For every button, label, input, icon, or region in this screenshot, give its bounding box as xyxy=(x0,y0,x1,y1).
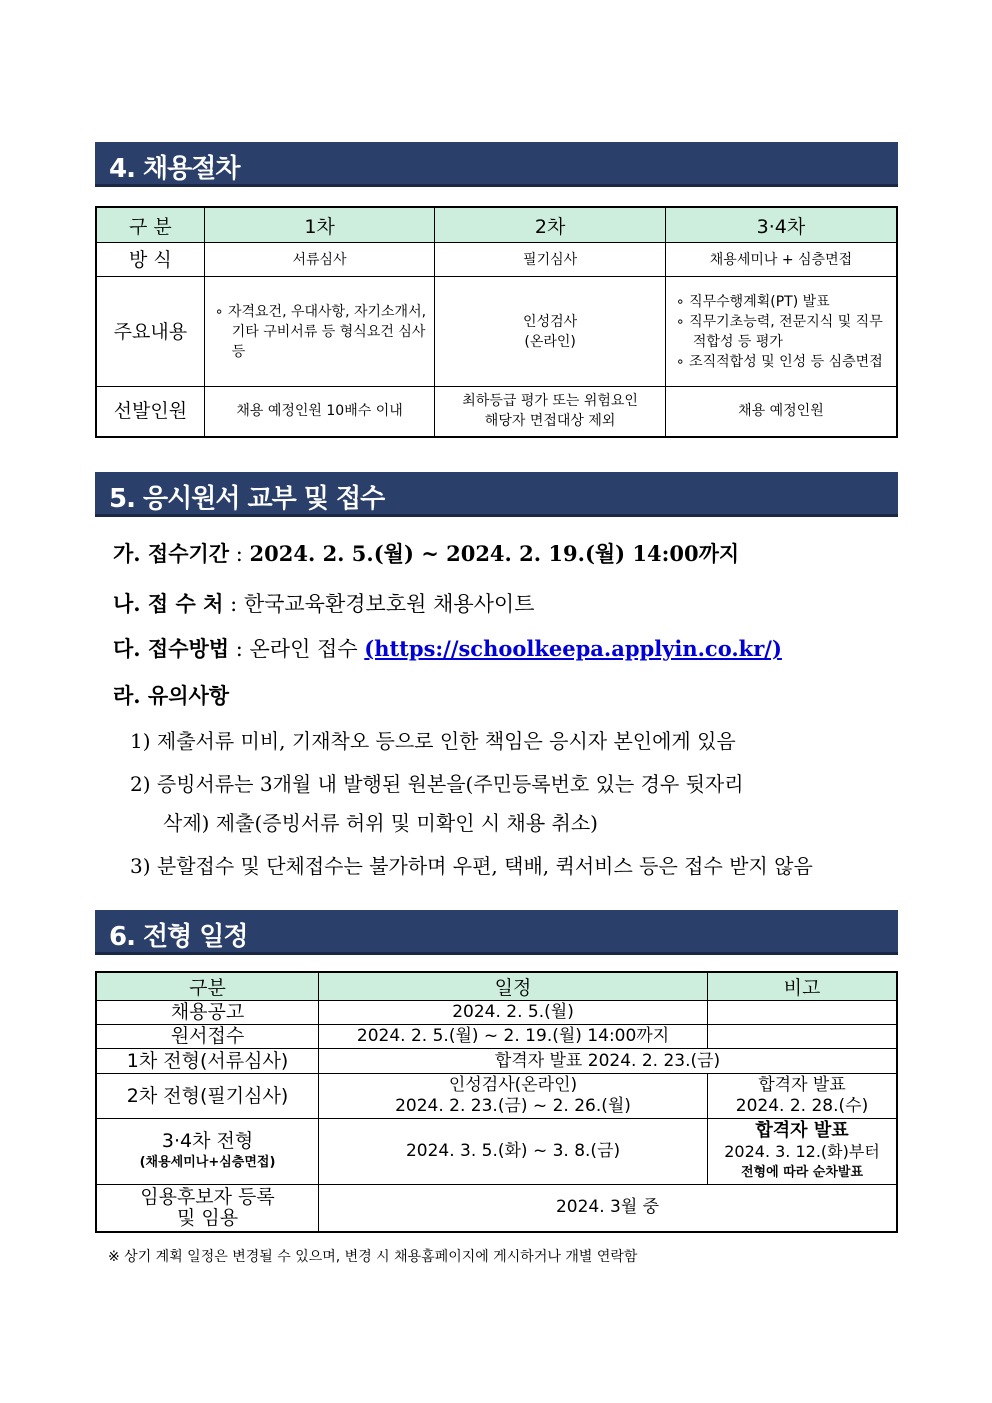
content-stage-3-4 xyxy=(665,277,897,387)
section-5-header xyxy=(95,472,898,517)
header-category: 구분 xyxy=(96,972,319,1001)
schedule-table xyxy=(95,971,898,1233)
table-row: 2차 전형(필기심사) 인성검사(온라인) 2024. 2. 23.(금) ~ 2. 26.(월) 합격자 발표 2024. 2. 28.(수) xyxy=(96,1074,897,1119)
header-stage-3-4: 3·4차 xyxy=(665,207,897,243)
note-2: 2) 증빙서류는 3개월 내 발행된 원본을(주민등록번호 있는 경우 뒷자리 xyxy=(130,772,744,796)
selection-stage-2: 최하등급 평가 또는 위험요인 해당자 면접대상 제외 xyxy=(435,387,666,437)
section-4-title: 4. 채용절차 xyxy=(109,154,240,184)
header-schedule: 일정 xyxy=(319,972,708,1001)
header-stage-1: 1차 xyxy=(204,207,435,243)
application-period: 가. 접수기간 : 2024. 2. 5.(월) ~ 2024. 2. 19.(월) 14:00까지 xyxy=(113,541,740,566)
selection-stage-1: 채용 예정인원 10배수 이내 xyxy=(204,387,435,437)
table-row: 채용공고 2024. 2. 5.(월) xyxy=(96,1001,897,1025)
notes-label: 라. 유의사항 xyxy=(113,683,230,708)
list-item: ∘ 자격요건, 우대사항, 자기소개서, 기타 구비서류 등 형식요건 심사 등 xyxy=(214,303,427,360)
section-6-title: 6. 전형 일정 xyxy=(109,922,248,952)
table-header-row xyxy=(96,207,897,243)
schedule-footnote: ※ 상기 계획 일정은 변경될 수 있으며, 변경 시 채용홈페이지에 게시하거나 개별 연락함 xyxy=(108,1249,638,1265)
list-item: ∘ 직무수행계획(PT) 발표 xyxy=(675,293,830,310)
header-category: 구 분 xyxy=(96,207,204,243)
row-label-selection: 선발인원 xyxy=(96,387,204,437)
table-row-method xyxy=(96,243,897,277)
method-stage-3-4: 채용세미나 + 심층면접 xyxy=(665,243,897,277)
recruitment-procedure-table xyxy=(95,206,898,438)
note-1: 1) 제출서류 미비, 기재착오 등으로 인한 책임은 응시자 본인에게 있음 xyxy=(130,729,736,753)
section-6-header xyxy=(95,910,898,955)
section-4-header xyxy=(95,142,898,187)
application-method: 다. 접수방법 : 온라인 접수 (https://schoolkeepa.applyin.co.kr/) xyxy=(113,636,782,661)
row-label-method: 방 식 xyxy=(96,243,204,277)
table-row: 원서접수 2024. 2. 5.(월) ~ 2. 19.(월) 14:00까지 xyxy=(96,1025,897,1049)
content-stage-1 xyxy=(204,277,435,387)
list-item: ∘ 조직적합성 및 인성 등 심층면접 xyxy=(675,353,883,370)
header-note: 비고 xyxy=(708,972,897,1001)
table-row-content xyxy=(96,277,897,387)
list-item: ∘ 직무기초능력, 전문지식 및 직무 적합성 등 평가 xyxy=(675,313,883,350)
section-5-title: 5. 응시원서 교부 및 접수 xyxy=(109,484,385,514)
content-stage-2: 인성검사 (온라인) xyxy=(435,277,666,387)
row-label-content: 주요내용 xyxy=(96,277,204,387)
note-2-cont: 삭제) 제출(증빙서류 허위 및 미확인 시 채용 취소) xyxy=(163,811,598,835)
table-row: 3·4차 전형 (채용세미나+심층면접) 2024. 3. 5.(화) ~ 3. 8.(금) 합격자 발표 2024. 3. 12.(화)부터 전형에 따라 순차발표 xyxy=(96,1119,897,1185)
table-row: 1차 전형(서류심사) 합격자 발표 2024. 2. 23.(금) xyxy=(96,1049,897,1074)
header-stage-2: 2차 xyxy=(435,207,666,243)
method-stage-1: 서류심사 xyxy=(204,243,435,277)
application-site-link[interactable]: (https://schoolkeepa.applyin.co.kr/) xyxy=(364,636,782,661)
method-stage-2: 필기심사 xyxy=(435,243,666,277)
table-row: 임용후보자 등록 및 임용 2024. 3월 중 xyxy=(96,1185,897,1232)
selection-stage-3-4: 채용 예정인원 xyxy=(665,387,897,437)
table-header-row xyxy=(96,972,897,1001)
table-row-selection xyxy=(96,387,897,437)
application-place: 나. 접 수 처 : 한국교육환경보호원 채용사이트 xyxy=(113,591,535,616)
note-3: 3) 분할접수 및 단체접수는 불가하며 우편, 택배, 퀵서비스 등은 접수 받지 않음 xyxy=(130,854,813,878)
